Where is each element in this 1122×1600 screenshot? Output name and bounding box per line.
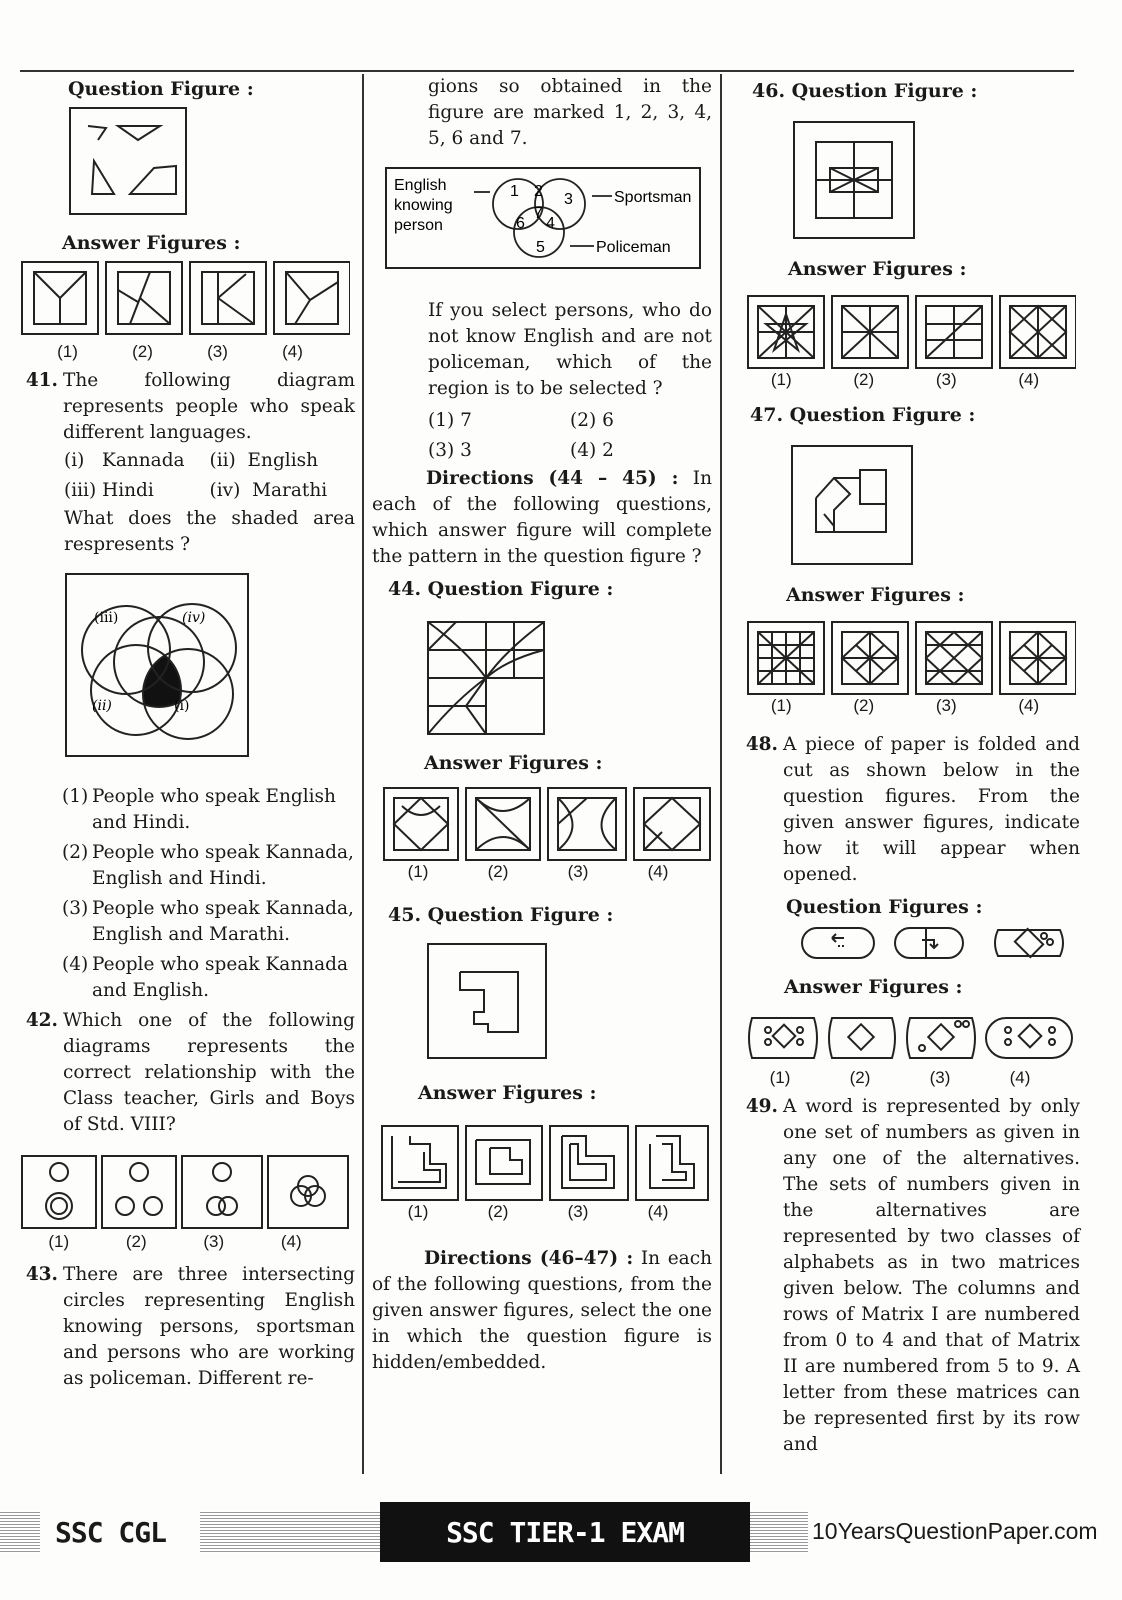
region-3: 3 [564, 191, 573, 208]
question-text: There are three intersecting circles representing English knowing persons, sportsman and persons who are working as policeman. Different re- [63, 1264, 355, 1389]
item-english: (ii) English [209, 450, 319, 471]
label-4: (4) [1009, 1068, 1031, 1087]
q44-question-figure [426, 620, 546, 736]
venn-label-iv: (iv) [182, 610, 206, 626]
q48-answer-figures [746, 1014, 1076, 1064]
directions-text: In each of the following questions, from the given answer figures, select the one in which the question figure is hidden/embedded. [372, 1248, 712, 1373]
q43-options [428, 406, 712, 466]
q42-answer-figures [20, 1154, 350, 1232]
question-text: A piece of paper is folded and cut as shown below in the question figures. From the given answer figures, indicate how it will appear when opened. [783, 734, 1080, 885]
question-42 [20, 1008, 355, 1138]
column-1 [20, 74, 355, 1392]
option-4: (4) 2 [570, 440, 614, 461]
label-1: (1) [769, 1068, 791, 1087]
top-rule [20, 70, 1074, 72]
page-footer [0, 1502, 1122, 1566]
answer-labels [378, 1202, 698, 1222]
label-3: (3) [567, 862, 589, 881]
language-list [64, 446, 355, 506]
question-number: 41. [25, 370, 58, 391]
venn-policeman-label: Policeman [596, 239, 671, 256]
label-4: (4) [647, 1202, 669, 1221]
label-4: (4) [1018, 696, 1040, 715]
directions-44-45 [372, 466, 712, 570]
option-3: (3) 3 [428, 440, 472, 461]
question-figure-heading: Question Figure : [68, 78, 254, 100]
question-number: 48. [745, 734, 778, 755]
question-number: 49. [745, 1096, 778, 1117]
column-2 [372, 74, 712, 1376]
directions-heading: Directions (46–47) : [424, 1248, 634, 1269]
q46-heading: 46. Question Figure : [752, 80, 978, 102]
column-divider [720, 74, 722, 1474]
label-3: (3) [203, 1232, 225, 1251]
option-2: (2) 6 [570, 410, 614, 431]
footer-left-label: SSC CGL [55, 1516, 167, 1549]
label-1: (1) [770, 696, 792, 715]
option-key: (1) [62, 786, 89, 807]
item-kannada: (i) Kannada [64, 450, 185, 471]
answer-labels [740, 370, 1070, 390]
option-text: People who speak English and Hindi. [92, 786, 336, 833]
region-4: 4 [546, 215, 555, 232]
footer-stripe [0, 1510, 40, 1554]
question-49 [740, 1094, 1080, 1458]
q44-answer-figures [382, 786, 712, 862]
q47-answer-figures [746, 620, 1076, 696]
venn-label-ii: (ii) [92, 698, 112, 714]
q40-answer-figures [20, 260, 350, 338]
q43-continued: gions so obtained in the figure are marked 1, 2, 3, 4, 5, 6 and 7. [428, 76, 712, 149]
item-hindi: (iii) Hindi [64, 480, 154, 501]
q41-options [62, 784, 355, 1004]
question-ask: What does the shaded area respresents ? [64, 508, 355, 555]
footer-exam-banner: SSC TIER-1 EXAM [380, 1502, 750, 1562]
label-1: (1) [57, 342, 78, 361]
label-4: (4) [280, 1232, 302, 1251]
directions-46-47 [372, 1246, 712, 1376]
region-2: 2 [534, 183, 543, 200]
question-figures-heading: Question Figures : [786, 896, 983, 918]
region-6: 6 [516, 215, 525, 232]
q48-question-figures [798, 924, 1078, 964]
q44-heading: 44. Question Figure : [388, 578, 614, 600]
option-1: (1) 7 [428, 410, 472, 431]
q46-question-figure [792, 120, 916, 240]
directions-text: In each of the following questions, which answer figure will complete the pattern in the question figure ? [372, 468, 713, 567]
question-number: 42. [25, 1010, 58, 1031]
region-1: 1 [510, 183, 519, 200]
question-text: Which one of the following diagrams represents the correct relationship with the Class teacher, Girls and Boys of Std. VIII? [63, 1010, 355, 1135]
option-key: (2) [62, 842, 89, 863]
option-2 [62, 840, 355, 892]
answer-labels [740, 1068, 1060, 1088]
option-text: People who speak Kannada, English and Hindi. [92, 842, 354, 889]
option-4 [62, 952, 355, 1004]
label-2: (2) [487, 1202, 509, 1221]
label-1: (1) [407, 862, 429, 881]
label-1: (1) [770, 370, 792, 389]
answer-labels [740, 696, 1070, 716]
venn-english-label: knowing [394, 197, 453, 214]
answer-figures-heading: Answer Figures : [786, 584, 965, 606]
q45-answer-figures [380, 1124, 710, 1202]
label-2: (2) [125, 1232, 147, 1251]
question-text: A word is represented by only one set of numbers as given in any one of the alternatives. The sets of numbers given in the alternatives are represented by two classes of alphabets as in two matrices given below. The columns and rows of Matrix I are numbered from 0 to 4 and that of Matrix II are numbered from 5 to 9. A letter from these matrices can be represented first by its row and [783, 1096, 1080, 1455]
item-marathi: (iv) Marathi [209, 480, 328, 501]
column-3 [740, 74, 1080, 1458]
directions-heading: Directions (44 – 45) : [426, 468, 679, 489]
option-key: (4) [62, 954, 89, 975]
venn-label-i: (i) [174, 698, 190, 714]
venn-label-iii: (iii) [94, 610, 119, 626]
answer-labels [378, 862, 698, 882]
q41-venn-diagram [64, 572, 284, 762]
option-text: People who speak Kannada, English and Marathi. [92, 898, 354, 945]
question-43 [20, 1262, 355, 1392]
answer-figures-heading: Answer Figures : [784, 976, 963, 998]
option-1 [62, 784, 355, 836]
q40-question-figure [68, 106, 188, 218]
answer-figures-heading: Answer Figures : [788, 258, 967, 280]
q46-answer-figures [746, 294, 1076, 370]
label-3: (3) [929, 1068, 951, 1087]
label-1: (1) [407, 1202, 429, 1221]
footer-website: 10YearsQuestionPaper.com [812, 1518, 1098, 1544]
label-3: (3) [935, 370, 957, 389]
footer-stripe [750, 1510, 808, 1554]
q45-heading: 45. Question Figure : [388, 904, 614, 926]
question-48 [740, 732, 1080, 888]
label-3: (3) [567, 1202, 589, 1221]
answer-labels [30, 342, 330, 362]
answer-figures-heading: Answer Figures : [424, 752, 603, 774]
label-2: (2) [487, 862, 509, 881]
q47-question-figure [790, 444, 914, 566]
option-3 [62, 896, 355, 948]
column-divider [362, 74, 364, 1474]
answer-labels [20, 1232, 330, 1252]
answer-figures-heading: Answer Figures : [418, 1082, 597, 1104]
region-7: 7 [534, 205, 543, 222]
label-2: (2) [132, 342, 153, 361]
label-3: (3) [935, 696, 957, 715]
venn-english-label: English [394, 177, 447, 194]
option-key: (3) [62, 898, 89, 919]
venn-english-label: person [394, 217, 443, 234]
label-4: (4) [1018, 370, 1040, 389]
label-3: (3) [207, 342, 228, 361]
label-2: (2) [853, 370, 875, 389]
question-number: 43. [25, 1264, 58, 1285]
option-text: People who speak Kannada and English. [92, 954, 349, 1001]
venn-sportsman-label: Sportsman [614, 189, 692, 206]
label-4: (4) [647, 862, 669, 881]
q45-question-figure [426, 942, 548, 1060]
label-2: (2) [853, 696, 875, 715]
label-4: (4) [282, 342, 303, 361]
footer-stripe [200, 1510, 380, 1554]
question-41 [20, 368, 355, 446]
q43-venn-diagram [384, 166, 704, 276]
label-2: (2) [849, 1068, 871, 1087]
region-5: 5 [536, 239, 545, 256]
label-1: (1) [48, 1232, 70, 1251]
answer-figures-heading: Answer Figures : [62, 232, 241, 254]
q47-heading: 47. Question Figure : [750, 404, 976, 426]
q43-ask: If you select persons, who do not know English and are not policeman, which of the region is to be selected ? [428, 300, 712, 399]
question-text: The following diagram represents people who speak different languages. [63, 370, 355, 443]
